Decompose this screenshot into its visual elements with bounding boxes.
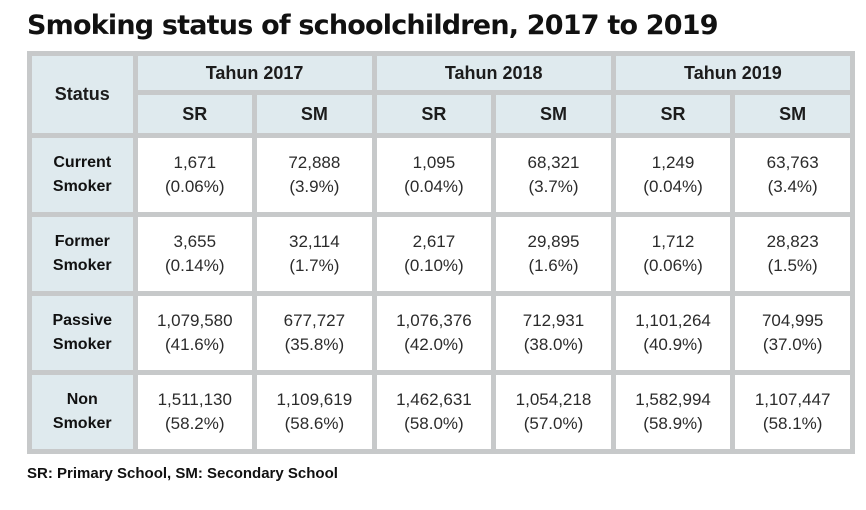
cell-count: 32,114 [288,232,340,251]
cell-percent: (58.2%) [165,414,225,433]
cell-percent: (57.0%) [523,414,584,433]
cell-count: 2,617 [412,232,456,251]
table-cell [377,375,492,449]
cell-count: 1,511,130 [157,390,232,409]
cell-count: 677,727 [283,311,346,330]
cell-percent: (58.6%) [284,414,345,433]
row-label-current-smoker [32,138,133,212]
cell-percent: (58.1%) [762,414,823,433]
cell-percent: (58.0%) [404,414,464,433]
row-label-line1: Passive [52,312,113,329]
cell-percent: (38.0%) [523,335,584,354]
cell-count: 72,888 [288,153,341,172]
cell-count: 1,101,264 [635,311,711,330]
row-label-line1: Former [54,233,110,250]
cell-count: 1,079,580 [156,311,233,330]
subheader-sr-2017: SR [138,95,253,133]
smoking-status-table [27,51,855,454]
cell-count: 1,076,376 [396,311,472,330]
cell-count: 712,931 [522,311,585,330]
cell-percent: (40.9%) [643,335,703,354]
table-cell [616,217,731,291]
table-cell [377,217,492,291]
cell-percent: (37.0%) [762,335,823,354]
cell-count: 1,462,631 [396,390,472,409]
table-cell [735,217,850,291]
row-label-non-smoker [32,375,133,449]
table-cell [735,138,850,212]
cell-percent: (0.06%) [165,177,225,196]
cell-percent: (0.04%) [643,177,703,196]
year-header-2018: Tahun 2018 [377,56,611,90]
row-label-line2: Smoker [52,415,112,432]
year-header-row [32,56,850,90]
cell-count: 28,823 [766,232,819,251]
footnote: SR: Primary School, SM: Secondary School [27,465,338,482]
table-cell [138,217,253,291]
table-cell [496,296,611,370]
year-header-2019: Tahun 2019 [616,56,850,90]
table-cell [735,296,850,370]
cell-percent: (0.04%) [404,177,464,196]
cell-percent: (3.9%) [289,177,340,196]
subheader-row [32,95,850,133]
cell-count: 1,107,447 [754,390,831,409]
row-label-line1: Current [53,154,112,171]
table-cell [377,138,492,212]
table-row-former-smoker [32,217,850,291]
table-cell [377,296,492,370]
table-cell [138,138,253,212]
cell-percent: (35.8%) [284,335,345,354]
cell-count: 63,763 [766,153,819,172]
table-cell [616,296,731,370]
row-label-line2: Smoker [52,336,112,353]
cell-percent: (41.6%) [165,335,225,354]
subheader-sm-2017: SM [257,95,372,133]
row-label-line2: Smoker [52,178,112,195]
row-label-passive-smoker [32,296,133,370]
table-cell [735,375,850,449]
row-label-former-smoker [32,217,133,291]
table-cell [138,375,253,449]
row-label-line1: Non [66,391,98,408]
cell-count: 68,321 [527,153,580,172]
cell-percent: (42.0%) [404,335,464,354]
cell-percent: (3.4%) [767,177,818,196]
cell-percent: (3.7%) [528,177,579,196]
table-cell [496,375,611,449]
year-header-2017: Tahun 2017 [138,56,372,90]
table-cell [616,375,731,449]
table-row-current-smoker [32,138,850,212]
page-title: Smoking status of schoolchildren, 2017 to 2019 [27,10,718,41]
cell-count: 1,671 [173,153,217,172]
cell-count: 1,095 [412,153,456,172]
table-cell [496,138,611,212]
cell-count: 1,054,218 [515,390,592,409]
cell-count: 1,109,619 [276,390,353,409]
cell-percent: (0.14%) [165,256,225,275]
table-cell [257,296,372,370]
subheader-sm-2019: SM [735,95,850,133]
cell-count: 3,655 [173,232,217,251]
table-cell [616,138,731,212]
cell-count: 1,582,994 [635,390,711,409]
subheader-sm-2018: SM [496,95,611,133]
status-column-header: Status [32,56,133,133]
table-cell [257,217,372,291]
table-row-passive-smoker [32,296,850,370]
cell-percent: (0.10%) [404,256,464,275]
cell-count: 1,249 [651,153,695,172]
subheader-sr-2019: SR [616,95,731,133]
cell-count: 1,712 [651,232,695,251]
row-label-line2: Smoker [52,257,112,274]
table-cell [496,217,611,291]
table-cell [257,375,372,449]
cell-percent: (1.5%) [767,256,818,275]
cell-percent: (1.7%) [289,256,340,275]
subheader-sr-2018: SR [377,95,492,133]
table-row-non-smoker [32,375,850,449]
table-cell [257,138,372,212]
cell-percent: (58.9%) [643,414,703,433]
cell-percent: (0.06%) [643,256,703,275]
cell-count: 29,895 [527,232,580,251]
cell-percent: (1.6%) [528,256,579,275]
cell-count: 704,995 [761,311,824,330]
table-cell [138,296,253,370]
